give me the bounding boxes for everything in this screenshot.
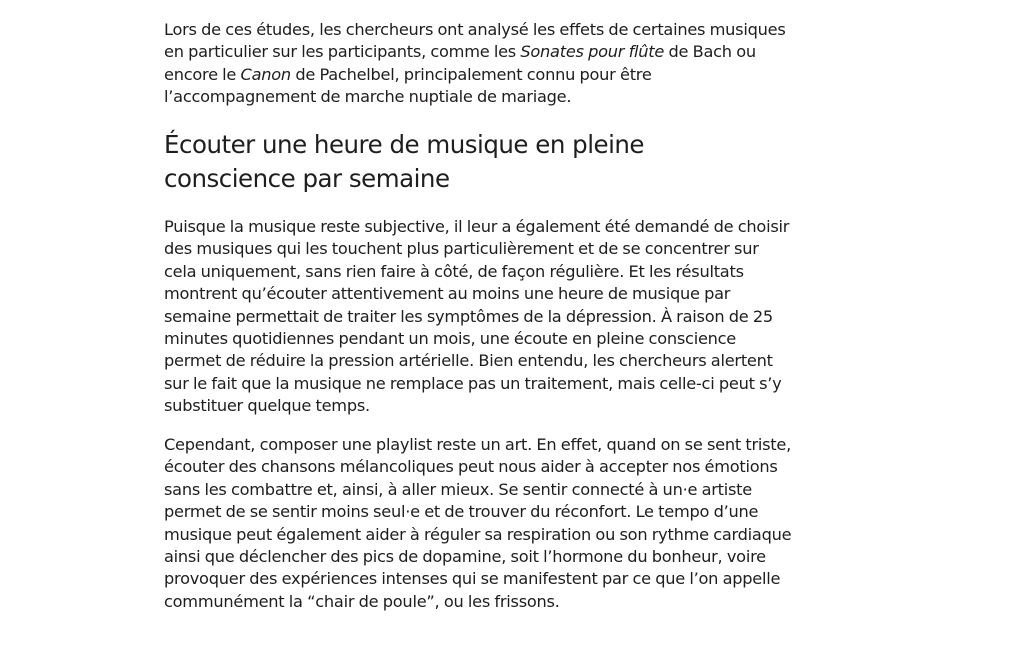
paragraph-text: Lors de ces études, les chercheurs ont analysé les effets de certaines musiques en particulier sur les participants, comme les [164,20,786,62]
paragraph-text: de Bach ou encore le [164,42,756,84]
italic-title-canon: Canon [240,64,291,84]
paragraph-results: Puisque la musique reste subjective, il leur a également été demandé de choisir des musiques qui les touchent plus particulièrement et de se concentrer sur cela uniquement, sans rien faire à côté, de façon régulière. Et les résultats montrent qu’écouter attentivement au moins une heure de musique par semaine permettait de traiter les symptômes de la dépression. À raison de 25 minutes quotidiennes pendant un mois, une écoute en pleine conscience permet de réduire la pression artérielle. Bien entendu, les chercheurs alertent sur le fait que la musique ne remplace pas un traitement, mais celle-ci peut s’y substituer quelque temps. [164,217,790,416]
section-heading: Écouter une heure de musique en pleine conscience par semaine [164,130,644,193]
paragraph-text: de Pachelbel, principalement connu pour être l’accompagnement de marche nuptiale de mariage. [164,64,652,107]
italic-title-sonates: Sonates pour flûte [520,42,665,62]
paragraph-playlist: Cependant, composer une playlist reste un art. En effet, quand on se sent triste, écouter des chansons mélancoliques peut nous aider à accepter nos émotions sans les combattre et, ainsi, à aller mieux. Se sentir connecté à un·e artiste permet de se sentir moins seul·e et de trouver du réconfort. Le tempo d’une musique peut également aider à réguler sa respiration ou son rythme cardiaque ainsi que déclencher des pics de dopamine, soit l’hormone du bonheur, voire provoquer des expériences intenses qui se manifestent par ce que l’on appelle communément la “chair de poule”, ou les frissons. [164,435,792,611]
paragraph-studies [164,19,794,109]
